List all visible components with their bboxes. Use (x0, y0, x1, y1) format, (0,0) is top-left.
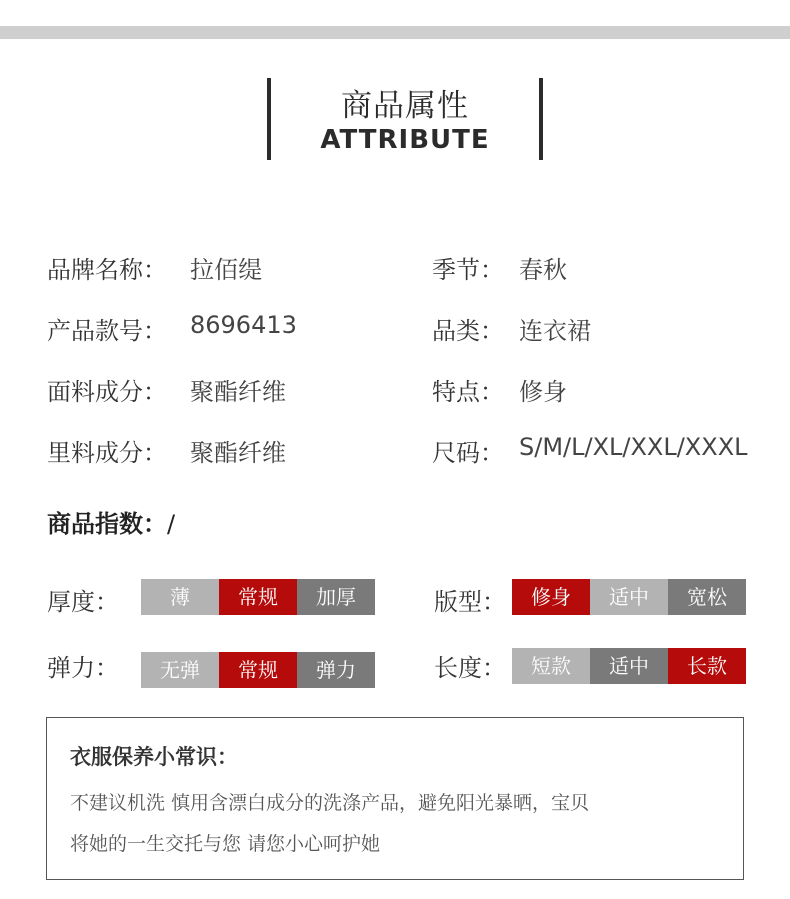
fabric-value: 聚酯纤维 (190, 378, 286, 406)
care-tips-box (46, 717, 744, 880)
fit-label: 版型： (434, 588, 506, 616)
fit-option: 宽松 (668, 579, 746, 615)
thickness-scale (141, 579, 375, 615)
feature-label: 特点： (432, 378, 504, 406)
thickness-option: 薄 (141, 579, 219, 615)
style-number-value: 8696413 (190, 311, 297, 339)
season-value: 春秋 (519, 256, 567, 284)
length-option: 长款 (668, 648, 746, 684)
feature-value: 修身 (519, 378, 567, 406)
product-index-label: 商品指数： (47, 510, 167, 538)
style-number-label: 产品款号： (47, 317, 167, 345)
elasticity-option: 无弹 (141, 652, 219, 688)
fit-option: 修身 (512, 579, 590, 615)
brand-value: 拉佰缇 (190, 256, 262, 284)
category-value: 连衣裙 (519, 317, 591, 345)
section-title-en: ATTRIBUTE (320, 125, 490, 155)
elasticity-option: 弹力 (297, 652, 375, 688)
product-index-heading (47, 504, 175, 539)
section-title-cn: 商品属性 (341, 88, 469, 124)
brand-label: 品牌名称： (47, 256, 167, 284)
product-index-value: / (167, 510, 176, 538)
elasticity-label: 弹力： (47, 654, 119, 682)
care-tips-line-1: 不建议机洗 慎用含漂白成分的洗涤产品，避免阳光暴晒，宝贝 (70, 792, 590, 814)
thickness-option: 加厚 (297, 579, 375, 615)
fit-scale (512, 579, 746, 615)
elasticity-option: 常规 (219, 652, 297, 688)
care-tips-title: 衣服保养小常识： (70, 745, 238, 769)
care-tips-line-2: 将她的一生交托与您 请您小心呵护她 (70, 833, 381, 855)
length-option: 适中 (590, 648, 668, 684)
fabric-label: 面料成分： (47, 378, 167, 406)
elasticity-scale (141, 652, 375, 688)
lining-label: 里料成分： (47, 439, 167, 467)
thickness-label: 厚度： (47, 588, 119, 616)
season-label: 季节： (432, 256, 504, 284)
size-label: 尺码： (432, 439, 504, 467)
fit-option: 适中 (590, 579, 668, 615)
size-value: S/M/L/XL/XXL/XXXL (519, 433, 748, 461)
length-scale (512, 648, 746, 684)
lining-value: 聚酯纤维 (190, 439, 286, 467)
length-option: 短款 (512, 648, 590, 684)
length-label: 长度： (434, 654, 506, 682)
thickness-option: 常规 (219, 579, 297, 615)
top-divider-bar (0, 26, 790, 39)
category-label: 品类： (432, 317, 504, 345)
